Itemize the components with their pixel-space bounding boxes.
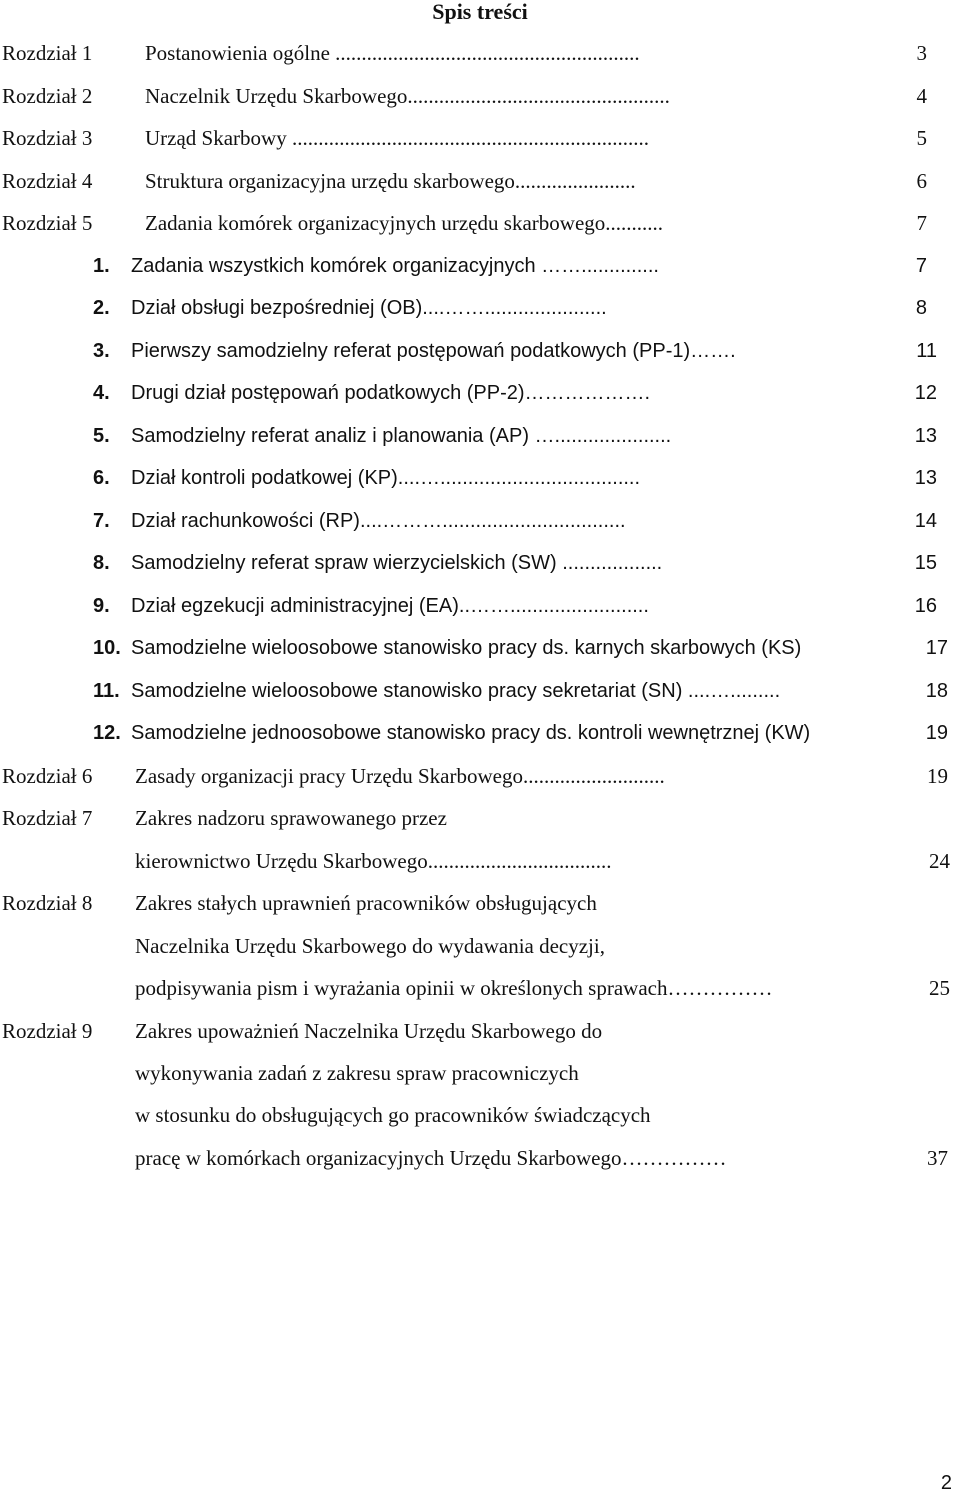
chapter-title: Zasady organizacji pracy Urzędu Skarbowego........................... (135, 764, 665, 788)
subentry-title: Dział obsługi bezpośredniej (OB)....……...................... (131, 297, 607, 319)
subentry-number: 6. (93, 467, 110, 489)
toc-subentry-4[interactable] (0, 378, 960, 408)
toc-subentry-1[interactable] (0, 251, 960, 281)
chapter-title-line-3: w stosunku do obsługujących go pracowników świadczących (135, 1103, 651, 1127)
toc-entry-chapter-6[interactable] (0, 761, 960, 791)
toc-entry-chapter-9-cont-3[interactable] (0, 1143, 960, 1173)
toc-subentry-11[interactable] (0, 676, 960, 706)
subentry-number: 7. (93, 510, 110, 532)
page-number: 14 (914, 510, 937, 532)
chapter-title-line-2: wykonywania zadań z zakresu spraw pracowniczych (135, 1061, 579, 1085)
toc-subentry-3[interactable] (0, 336, 960, 366)
chapter-label: Rozdział 5 (2, 211, 93, 235)
subentry-title: Samodzielne jednoosobowe stanowisko pracy ds. kontroli wewnętrznej (KW) (131, 722, 811, 744)
toc-subentry-8[interactable] (0, 548, 960, 578)
page-number: 3 (916, 41, 927, 65)
toc-subentry-5[interactable] (0, 421, 960, 451)
chapter-title: Naczelnik Urzędu Skarbowego.................................................. (145, 84, 670, 108)
chapter-title-line-3: podpisywania pism i wyrażania opinii w określonych sprawach…………… (135, 976, 773, 1000)
page-number: 6 (916, 169, 927, 193)
page-number: 25 (929, 976, 950, 1000)
page-number: 17 (925, 637, 948, 659)
subentry-number: 10. (93, 637, 121, 659)
toc-subentry-6[interactable] (0, 463, 960, 493)
toc-entry-chapter-9-cont-2 (0, 1100, 960, 1130)
toc-entry-chapter-9[interactable] (0, 1016, 960, 1046)
page-number: 16 (914, 595, 937, 617)
subentry-title: Samodzielne wieloosobowe stanowisko pracy sekretariat (SN) ....…......... (131, 680, 781, 702)
chapter-label: Rozdział 7 (2, 806, 93, 830)
toc-entry-chapter-8-cont-1 (0, 931, 960, 961)
page-number: 18 (925, 680, 948, 702)
page-number: 7 (915, 255, 927, 277)
page-number: 5 (916, 126, 927, 150)
chapter-label: Rozdział 3 (2, 126, 93, 150)
chapter-title: Zadania komórek organizacyjnych urzędu skarbowego........... (145, 211, 664, 235)
toc-entry-chapter-2[interactable] (0, 81, 960, 111)
toc-entry-chapter-8[interactable] (0, 888, 960, 918)
toc-entry-chapter-4[interactable] (0, 166, 960, 196)
toc-entry-chapter-3[interactable] (0, 123, 960, 153)
page-number: 37 (927, 1146, 948, 1170)
subentry-title: Dział rachunkowości (RP)....………................................. (131, 510, 626, 532)
page-number: 19 (925, 722, 948, 744)
toc-subentry-9[interactable] (0, 591, 960, 621)
toc-entry-chapter-1[interactable] (0, 38, 960, 68)
subentry-title: Samodzielny referat spraw wierzycielskich (SW) .................. (131, 552, 663, 574)
toc-subentry-10[interactable] (0, 633, 960, 663)
subentry-title: Dział kontroli podatkowej (KP)....….................................... (131, 467, 641, 489)
chapter-label: Rozdział 1 (2, 41, 93, 65)
toc-subentry-2[interactable] (0, 293, 960, 323)
toc-entry-chapter-8-cont-2[interactable] (0, 973, 960, 1003)
subentry-title: Pierwszy samodzielny referat postępowań podatkowych (PP-1)……. (131, 340, 736, 362)
chapter-label: Rozdział 4 (2, 169, 93, 193)
subentry-number: 8. (93, 552, 110, 574)
page-number: 4 (916, 84, 927, 108)
chapter-title-line-1: Zakres upoważnień Naczelnika Urzędu Skarbowego do (135, 1019, 603, 1043)
subentry-number: 9. (93, 595, 110, 617)
subentry-number: 11. (93, 680, 120, 702)
subentry-number: 12. (93, 722, 121, 744)
page-number: 24 (929, 849, 950, 873)
page-number: 7 (916, 211, 927, 235)
chapter-title: Urząd Skarbowy .................................................................... (145, 126, 649, 150)
subentry-number: 2. (93, 297, 110, 319)
chapter-title: Struktura organizacyjna urzędu skarbowego....................... (145, 169, 636, 193)
subentry-number: 3. (93, 340, 110, 362)
toc-subentry-7[interactable] (0, 506, 960, 536)
subentry-number: 1. (93, 255, 110, 277)
chapter-label: Rozdział 9 (2, 1019, 93, 1043)
chapter-title-line-2: Naczelnika Urzędu Skarbowego do wydawania decyzji, (135, 934, 605, 958)
chapter-label: Rozdział 2 (2, 84, 93, 108)
toc-entry-chapter-9-cont-1 (0, 1058, 960, 1088)
subentry-number: 5. (93, 425, 110, 447)
subentry-title: Zadania wszystkich komórek organizacyjnych …….............. (131, 255, 659, 277)
footer-page-number: 2 (940, 1472, 952, 1494)
subentry-title: Dział egzekucji administracyjnej (EA)..……......................... (131, 595, 649, 617)
chapter-title-line-4: pracę w komórkach organizacyjnych Urzędu Skarbowego…………… (135, 1146, 727, 1170)
chapter-label: Rozdział 6 (2, 764, 93, 788)
page-number: 13 (914, 425, 937, 447)
page-number: 19 (927, 764, 948, 788)
toc-entry-chapter-7[interactable] (0, 803, 960, 833)
chapter-title-line-1: Zakres stałych uprawnień pracowników obsługujących (135, 891, 597, 915)
chapter-title-line-2: kierownictwo Urzędu Skarbowego................................... (135, 849, 612, 873)
subentry-title: Samodzielny referat analiz i planowania (AP) …..................... (131, 425, 672, 447)
toc-title: Spis treści (432, 0, 528, 24)
subentry-title: Drugi dział postępowań podatkowych (PP-2)………………. (131, 382, 651, 404)
chapter-title: Postanowienia ogólne .......................................................... (145, 41, 640, 65)
page-number: 12 (914, 382, 937, 404)
subentry-number: 4. (93, 382, 110, 404)
toc-entry-chapter-5[interactable] (0, 208, 960, 238)
subentry-title: Samodzielne wieloosobowe stanowisko pracy ds. karnych skarbowych (KS) (131, 637, 802, 659)
page-number: 13 (914, 467, 937, 489)
page-number: 8 (915, 297, 927, 319)
chapter-title-line-1: Zakres nadzoru sprawowanego przez (135, 806, 447, 830)
toc-entry-chapter-7-cont[interactable] (0, 846, 960, 876)
page-number: 15 (914, 552, 937, 574)
toc-subentry-12[interactable] (0, 718, 960, 748)
page-number: 11 (916, 340, 937, 362)
chapter-label: Rozdział 8 (2, 891, 93, 915)
